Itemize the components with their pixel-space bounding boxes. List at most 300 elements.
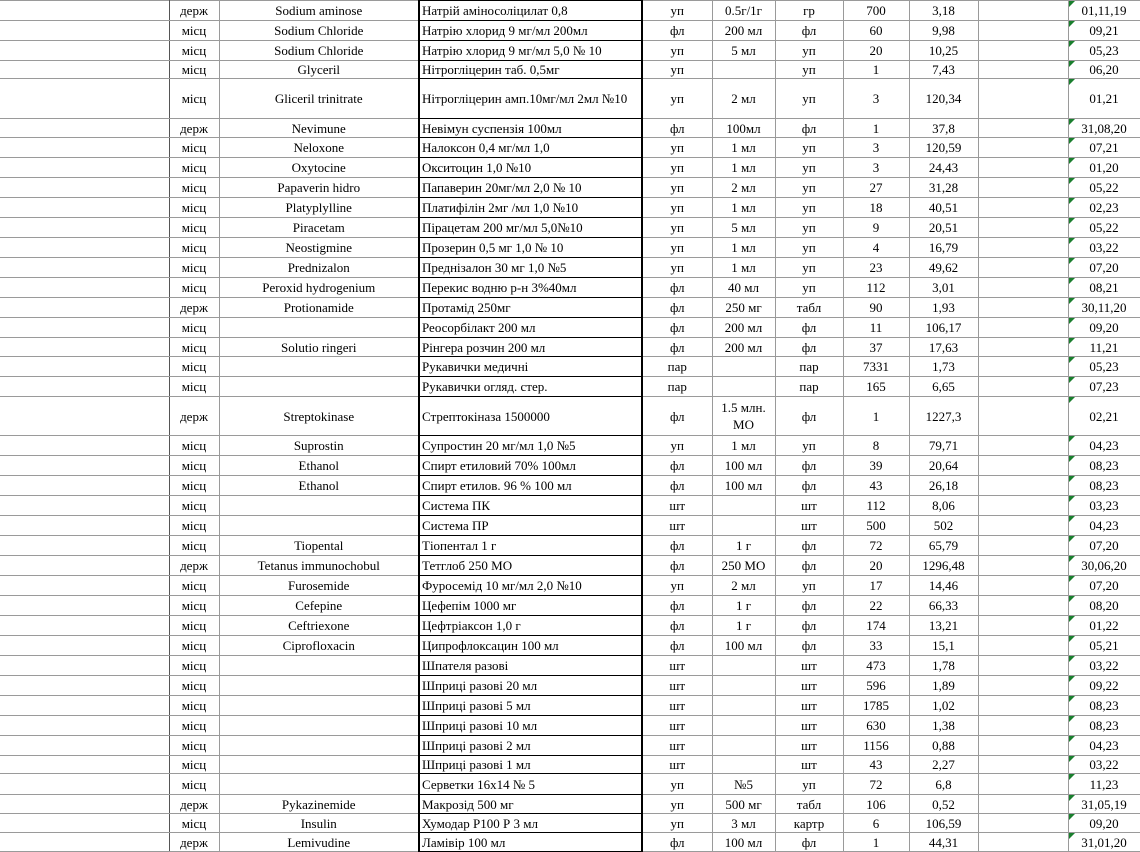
quantity-cell[interactable] xyxy=(843,278,909,298)
expiry-date-cell[interactable] xyxy=(1068,397,1140,436)
intl-name-cell[interactable] xyxy=(219,516,419,536)
price-cell[interactable] xyxy=(909,238,978,258)
unit-cell[interactable] xyxy=(775,696,843,716)
drug-name-cell[interactable] xyxy=(419,436,642,456)
intl-name-cell[interactable] xyxy=(219,436,419,456)
row-margin-cell[interactable] xyxy=(0,178,169,198)
dose-cell[interactable] xyxy=(712,238,775,258)
quantity-cell[interactable] xyxy=(843,1,909,21)
status-cell[interactable] xyxy=(169,238,219,258)
unit-cell[interactable] xyxy=(775,79,843,119)
empty-cell[interactable] xyxy=(978,576,1068,596)
drug-name-cell[interactable] xyxy=(419,377,642,397)
dose-cell[interactable] xyxy=(712,456,775,476)
form-cell[interactable] xyxy=(642,318,712,338)
expiry-date-cell[interactable] xyxy=(1068,814,1140,833)
form-cell[interactable] xyxy=(642,377,712,397)
expiry-date-cell[interactable] xyxy=(1068,756,1140,774)
expiry-date-cell[interactable] xyxy=(1068,41,1140,61)
unit-cell[interactable] xyxy=(775,436,843,456)
form-cell[interactable] xyxy=(642,636,712,656)
row-margin-cell[interactable] xyxy=(0,41,169,61)
price-cell[interactable] xyxy=(909,198,978,218)
status-cell[interactable] xyxy=(169,119,219,138)
unit-cell[interactable] xyxy=(775,576,843,596)
form-cell[interactable] xyxy=(642,814,712,833)
dose-cell[interactable] xyxy=(712,696,775,716)
status-cell[interactable] xyxy=(169,218,219,238)
drug-name-cell[interactable] xyxy=(419,576,642,596)
form-cell[interactable] xyxy=(642,198,712,218)
expiry-date-cell[interactable] xyxy=(1068,238,1140,258)
status-cell[interactable] xyxy=(169,774,219,795)
price-cell[interactable] xyxy=(909,596,978,616)
drug-name-cell[interactable] xyxy=(419,41,642,61)
quantity-cell[interactable] xyxy=(843,756,909,774)
quantity-cell[interactable] xyxy=(843,397,909,436)
empty-cell[interactable] xyxy=(978,377,1068,397)
expiry-date-cell[interactable] xyxy=(1068,795,1140,814)
dose-cell[interactable] xyxy=(712,278,775,298)
unit-cell[interactable] xyxy=(775,278,843,298)
quantity-cell[interactable] xyxy=(843,238,909,258)
quantity-cell[interactable] xyxy=(843,41,909,61)
form-cell[interactable] xyxy=(642,258,712,278)
drug-name-cell[interactable] xyxy=(419,158,642,178)
intl-name-cell[interactable] xyxy=(219,21,419,41)
status-cell[interactable] xyxy=(169,338,219,357)
unit-cell[interactable] xyxy=(775,774,843,795)
expiry-date-cell[interactable] xyxy=(1068,258,1140,278)
drug-name-cell[interactable] xyxy=(419,814,642,833)
row-margin-cell[interactable] xyxy=(0,1,169,21)
status-cell[interactable] xyxy=(169,556,219,576)
expiry-date-cell[interactable] xyxy=(1068,536,1140,556)
unit-cell[interactable] xyxy=(775,61,843,79)
price-cell[interactable] xyxy=(909,218,978,238)
dose-cell[interactable] xyxy=(712,158,775,178)
row-margin-cell[interactable] xyxy=(0,676,169,696)
price-cell[interactable] xyxy=(909,516,978,536)
dose-cell[interactable] xyxy=(712,516,775,536)
empty-cell[interactable] xyxy=(978,716,1068,736)
expiry-date-cell[interactable] xyxy=(1068,278,1140,298)
unit-cell[interactable] xyxy=(775,41,843,61)
intl-name-cell[interactable] xyxy=(219,795,419,814)
empty-cell[interactable] xyxy=(978,61,1068,79)
drug-name-cell[interactable] xyxy=(419,258,642,278)
quantity-cell[interactable] xyxy=(843,318,909,338)
price-cell[interactable] xyxy=(909,258,978,278)
price-cell[interactable] xyxy=(909,318,978,338)
intl-name-cell[interactable] xyxy=(219,1,419,21)
dose-cell[interactable] xyxy=(712,1,775,21)
form-cell[interactable] xyxy=(642,496,712,516)
status-cell[interactable] xyxy=(169,79,219,119)
intl-name-cell[interactable] xyxy=(219,496,419,516)
form-cell[interactable] xyxy=(642,397,712,436)
expiry-date-cell[interactable] xyxy=(1068,656,1140,676)
form-cell[interactable] xyxy=(642,716,712,736)
price-cell[interactable] xyxy=(909,357,978,377)
drug-name-cell[interactable] xyxy=(419,198,642,218)
unit-cell[interactable] xyxy=(775,21,843,41)
dose-cell[interactable] xyxy=(712,476,775,496)
unit-cell[interactable] xyxy=(775,158,843,178)
quantity-cell[interactable] xyxy=(843,178,909,198)
empty-cell[interactable] xyxy=(978,79,1068,119)
status-cell[interactable] xyxy=(169,516,219,536)
empty-cell[interactable] xyxy=(978,119,1068,138)
drug-name-cell[interactable] xyxy=(419,178,642,198)
empty-cell[interactable] xyxy=(978,357,1068,377)
form-cell[interactable] xyxy=(642,536,712,556)
row-margin-cell[interactable] xyxy=(0,556,169,576)
drug-name-cell[interactable] xyxy=(419,616,642,636)
expiry-date-cell[interactable] xyxy=(1068,456,1140,476)
status-cell[interactable] xyxy=(169,636,219,656)
unit-cell[interactable] xyxy=(775,298,843,318)
expiry-date-cell[interactable] xyxy=(1068,178,1140,198)
drug-name-cell[interactable] xyxy=(419,696,642,716)
price-cell[interactable] xyxy=(909,536,978,556)
unit-cell[interactable] xyxy=(775,496,843,516)
empty-cell[interactable] xyxy=(978,158,1068,178)
quantity-cell[interactable] xyxy=(843,536,909,556)
quantity-cell[interactable] xyxy=(843,357,909,377)
status-cell[interactable] xyxy=(169,138,219,158)
form-cell[interactable] xyxy=(642,119,712,138)
expiry-date-cell[interactable] xyxy=(1068,774,1140,795)
status-cell[interactable] xyxy=(169,536,219,556)
dose-cell[interactable] xyxy=(712,21,775,41)
intl-name-cell[interactable] xyxy=(219,79,419,119)
price-cell[interactable] xyxy=(909,636,978,656)
expiry-date-cell[interactable] xyxy=(1068,61,1140,79)
status-cell[interactable] xyxy=(169,476,219,496)
empty-cell[interactable] xyxy=(978,21,1068,41)
quantity-cell[interactable] xyxy=(843,596,909,616)
row-margin-cell[interactable] xyxy=(0,79,169,119)
dose-cell[interactable] xyxy=(712,298,775,318)
empty-cell[interactable] xyxy=(978,218,1068,238)
row-margin-cell[interactable] xyxy=(0,61,169,79)
status-cell[interactable] xyxy=(169,496,219,516)
empty-cell[interactable] xyxy=(978,676,1068,696)
drug-name-cell[interactable] xyxy=(419,61,642,79)
quantity-cell[interactable] xyxy=(843,338,909,357)
unit-cell[interactable] xyxy=(775,456,843,476)
dose-cell[interactable] xyxy=(712,41,775,61)
quantity-cell[interactable] xyxy=(843,736,909,756)
price-cell[interactable] xyxy=(909,656,978,676)
row-margin-cell[interactable] xyxy=(0,119,169,138)
unit-cell[interactable] xyxy=(775,397,843,436)
unit-cell[interactable] xyxy=(775,198,843,218)
status-cell[interactable] xyxy=(169,436,219,456)
price-cell[interactable] xyxy=(909,119,978,138)
dose-cell[interactable] xyxy=(712,436,775,456)
price-cell[interactable] xyxy=(909,774,978,795)
row-margin-cell[interactable] xyxy=(0,636,169,656)
empty-cell[interactable] xyxy=(978,496,1068,516)
expiry-date-cell[interactable] xyxy=(1068,218,1140,238)
row-margin-cell[interactable] xyxy=(0,21,169,41)
price-cell[interactable] xyxy=(909,278,978,298)
empty-cell[interactable] xyxy=(978,636,1068,656)
intl-name-cell[interactable] xyxy=(219,119,419,138)
unit-cell[interactable] xyxy=(775,377,843,397)
empty-cell[interactable] xyxy=(978,138,1068,158)
drug-name-cell[interactable] xyxy=(419,456,642,476)
price-cell[interactable] xyxy=(909,676,978,696)
drug-name-cell[interactable] xyxy=(419,496,642,516)
unit-cell[interactable] xyxy=(775,536,843,556)
empty-cell[interactable] xyxy=(978,298,1068,318)
drug-name-cell[interactable] xyxy=(419,756,642,774)
expiry-date-cell[interactable] xyxy=(1068,377,1140,397)
status-cell[interactable] xyxy=(169,656,219,676)
expiry-date-cell[interactable] xyxy=(1068,436,1140,456)
expiry-date-cell[interactable] xyxy=(1068,676,1140,696)
dose-cell[interactable] xyxy=(712,636,775,656)
quantity-cell[interactable] xyxy=(843,21,909,41)
empty-cell[interactable] xyxy=(978,616,1068,636)
price-cell[interactable] xyxy=(909,756,978,774)
empty-cell[interactable] xyxy=(978,536,1068,556)
form-cell[interactable] xyxy=(642,41,712,61)
quantity-cell[interactable] xyxy=(843,556,909,576)
expiry-date-cell[interactable] xyxy=(1068,357,1140,377)
intl-name-cell[interactable] xyxy=(219,616,419,636)
drug-name-cell[interactable] xyxy=(419,516,642,536)
expiry-date-cell[interactable] xyxy=(1068,516,1140,536)
drug-name-cell[interactable] xyxy=(419,397,642,436)
drug-name-cell[interactable] xyxy=(419,338,642,357)
dose-cell[interactable] xyxy=(712,198,775,218)
form-cell[interactable] xyxy=(642,795,712,814)
dose-cell[interactable] xyxy=(712,656,775,676)
row-margin-cell[interactable] xyxy=(0,736,169,756)
empty-cell[interactable] xyxy=(978,795,1068,814)
unit-cell[interactable] xyxy=(775,318,843,338)
quantity-cell[interactable] xyxy=(843,258,909,278)
form-cell[interactable] xyxy=(642,736,712,756)
intl-name-cell[interactable] xyxy=(219,258,419,278)
intl-name-cell[interactable] xyxy=(219,556,419,576)
dose-cell[interactable] xyxy=(712,138,775,158)
expiry-date-cell[interactable] xyxy=(1068,496,1140,516)
unit-cell[interactable] xyxy=(775,736,843,756)
empty-cell[interactable] xyxy=(978,596,1068,616)
unit-cell[interactable] xyxy=(775,178,843,198)
expiry-date-cell[interactable] xyxy=(1068,298,1140,318)
price-cell[interactable] xyxy=(909,158,978,178)
form-cell[interactable] xyxy=(642,774,712,795)
quantity-cell[interactable] xyxy=(843,298,909,318)
drug-name-cell[interactable] xyxy=(419,795,642,814)
unit-cell[interactable] xyxy=(775,616,843,636)
empty-cell[interactable] xyxy=(978,198,1068,218)
row-margin-cell[interactable] xyxy=(0,218,169,238)
status-cell[interactable] xyxy=(169,318,219,338)
expiry-date-cell[interactable] xyxy=(1068,476,1140,496)
intl-name-cell[interactable] xyxy=(219,41,419,61)
intl-name-cell[interactable] xyxy=(219,656,419,676)
expiry-date-cell[interactable] xyxy=(1068,119,1140,138)
drug-name-cell[interactable] xyxy=(419,536,642,556)
empty-cell[interactable] xyxy=(978,1,1068,21)
unit-cell[interactable] xyxy=(775,119,843,138)
status-cell[interactable] xyxy=(169,298,219,318)
row-margin-cell[interactable] xyxy=(0,496,169,516)
drug-name-cell[interactable] xyxy=(419,318,642,338)
unit-cell[interactable] xyxy=(775,795,843,814)
price-cell[interactable] xyxy=(909,21,978,41)
empty-cell[interactable] xyxy=(978,516,1068,536)
empty-cell[interactable] xyxy=(978,318,1068,338)
intl-name-cell[interactable] xyxy=(219,636,419,656)
dose-cell[interactable] xyxy=(712,178,775,198)
intl-name-cell[interactable] xyxy=(219,138,419,158)
quantity-cell[interactable] xyxy=(843,138,909,158)
form-cell[interactable] xyxy=(642,456,712,476)
expiry-date-cell[interactable] xyxy=(1068,1,1140,21)
expiry-date-cell[interactable] xyxy=(1068,616,1140,636)
empty-cell[interactable] xyxy=(978,397,1068,436)
price-cell[interactable] xyxy=(909,736,978,756)
quantity-cell[interactable] xyxy=(843,676,909,696)
status-cell[interactable] xyxy=(169,576,219,596)
intl-name-cell[interactable] xyxy=(219,536,419,556)
status-cell[interactable] xyxy=(169,397,219,436)
row-margin-cell[interactable] xyxy=(0,436,169,456)
status-cell[interactable] xyxy=(169,178,219,198)
empty-cell[interactable] xyxy=(978,41,1068,61)
intl-name-cell[interactable] xyxy=(219,576,419,596)
status-cell[interactable] xyxy=(169,814,219,833)
intl-name-cell[interactable] xyxy=(219,756,419,774)
status-cell[interactable] xyxy=(169,676,219,696)
intl-name-cell[interactable] xyxy=(219,318,419,338)
form-cell[interactable] xyxy=(642,656,712,676)
dose-cell[interactable] xyxy=(712,774,775,795)
drug-name-cell[interactable] xyxy=(419,676,642,696)
status-cell[interactable] xyxy=(169,61,219,79)
empty-cell[interactable] xyxy=(978,556,1068,576)
empty-cell[interactable] xyxy=(978,278,1068,298)
quantity-cell[interactable] xyxy=(843,198,909,218)
dose-cell[interactable] xyxy=(712,61,775,79)
status-cell[interactable] xyxy=(169,616,219,636)
dose-cell[interactable] xyxy=(712,338,775,357)
intl-name-cell[interactable] xyxy=(219,774,419,795)
form-cell[interactable] xyxy=(642,79,712,119)
price-cell[interactable] xyxy=(909,138,978,158)
status-cell[interactable] xyxy=(169,278,219,298)
quantity-cell[interactable] xyxy=(843,61,909,79)
status-cell[interactable] xyxy=(169,377,219,397)
expiry-date-cell[interactable] xyxy=(1068,198,1140,218)
drug-name-cell[interactable] xyxy=(419,79,642,119)
intl-name-cell[interactable] xyxy=(219,178,419,198)
status-cell[interactable] xyxy=(169,357,219,377)
form-cell[interactable] xyxy=(642,158,712,178)
form-cell[interactable] xyxy=(642,556,712,576)
form-cell[interactable] xyxy=(642,1,712,21)
drug-name-cell[interactable] xyxy=(419,138,642,158)
quantity-cell[interactable] xyxy=(843,119,909,138)
intl-name-cell[interactable] xyxy=(219,696,419,716)
expiry-date-cell[interactable] xyxy=(1068,158,1140,178)
quantity-cell[interactable] xyxy=(843,456,909,476)
unit-cell[interactable] xyxy=(775,716,843,736)
drug-name-cell[interactable] xyxy=(419,357,642,377)
row-margin-cell[interactable] xyxy=(0,158,169,178)
quantity-cell[interactable] xyxy=(843,774,909,795)
drug-name-cell[interactable] xyxy=(419,298,642,318)
row-margin-cell[interactable] xyxy=(0,138,169,158)
row-margin-cell[interactable] xyxy=(0,318,169,338)
form-cell[interactable] xyxy=(642,218,712,238)
status-cell[interactable] xyxy=(169,736,219,756)
drug-name-cell[interactable] xyxy=(419,774,642,795)
expiry-date-cell[interactable] xyxy=(1068,556,1140,576)
empty-cell[interactable] xyxy=(978,178,1068,198)
unit-cell[interactable] xyxy=(775,258,843,278)
dose-cell[interactable] xyxy=(712,357,775,377)
drug-name-cell[interactable] xyxy=(419,119,642,138)
price-cell[interactable] xyxy=(909,616,978,636)
price-cell[interactable] xyxy=(909,79,978,119)
quantity-cell[interactable] xyxy=(843,716,909,736)
intl-name-cell[interactable] xyxy=(219,61,419,79)
price-cell[interactable] xyxy=(909,814,978,833)
form-cell[interactable] xyxy=(642,596,712,616)
quantity-cell[interactable] xyxy=(843,158,909,178)
intl-name-cell[interactable] xyxy=(219,676,419,696)
form-cell[interactable] xyxy=(642,278,712,298)
form-cell[interactable] xyxy=(642,298,712,318)
dose-cell[interactable] xyxy=(712,795,775,814)
unit-cell[interactable] xyxy=(775,476,843,496)
price-cell[interactable] xyxy=(909,1,978,21)
row-margin-cell[interactable] xyxy=(0,774,169,795)
unit-cell[interactable] xyxy=(775,218,843,238)
row-margin-cell[interactable] xyxy=(0,476,169,496)
status-cell[interactable] xyxy=(169,456,219,476)
unit-cell[interactable] xyxy=(775,814,843,833)
drug-name-cell[interactable] xyxy=(419,1,642,21)
unit-cell[interactable] xyxy=(775,676,843,696)
unit-cell[interactable] xyxy=(775,656,843,676)
form-cell[interactable] xyxy=(642,138,712,158)
status-cell[interactable] xyxy=(169,756,219,774)
unit-cell[interactable] xyxy=(775,516,843,536)
form-cell[interactable] xyxy=(642,616,712,636)
drug-name-cell[interactable] xyxy=(419,736,642,756)
row-margin-cell[interactable] xyxy=(0,357,169,377)
intl-name-cell[interactable] xyxy=(219,338,419,357)
price-cell[interactable] xyxy=(909,436,978,456)
intl-name-cell[interactable] xyxy=(219,298,419,318)
empty-cell[interactable] xyxy=(978,774,1068,795)
price-cell[interactable] xyxy=(909,795,978,814)
expiry-date-cell[interactable] xyxy=(1068,576,1140,596)
row-margin-cell[interactable] xyxy=(0,238,169,258)
empty-cell[interactable] xyxy=(978,436,1068,456)
form-cell[interactable] xyxy=(642,476,712,496)
